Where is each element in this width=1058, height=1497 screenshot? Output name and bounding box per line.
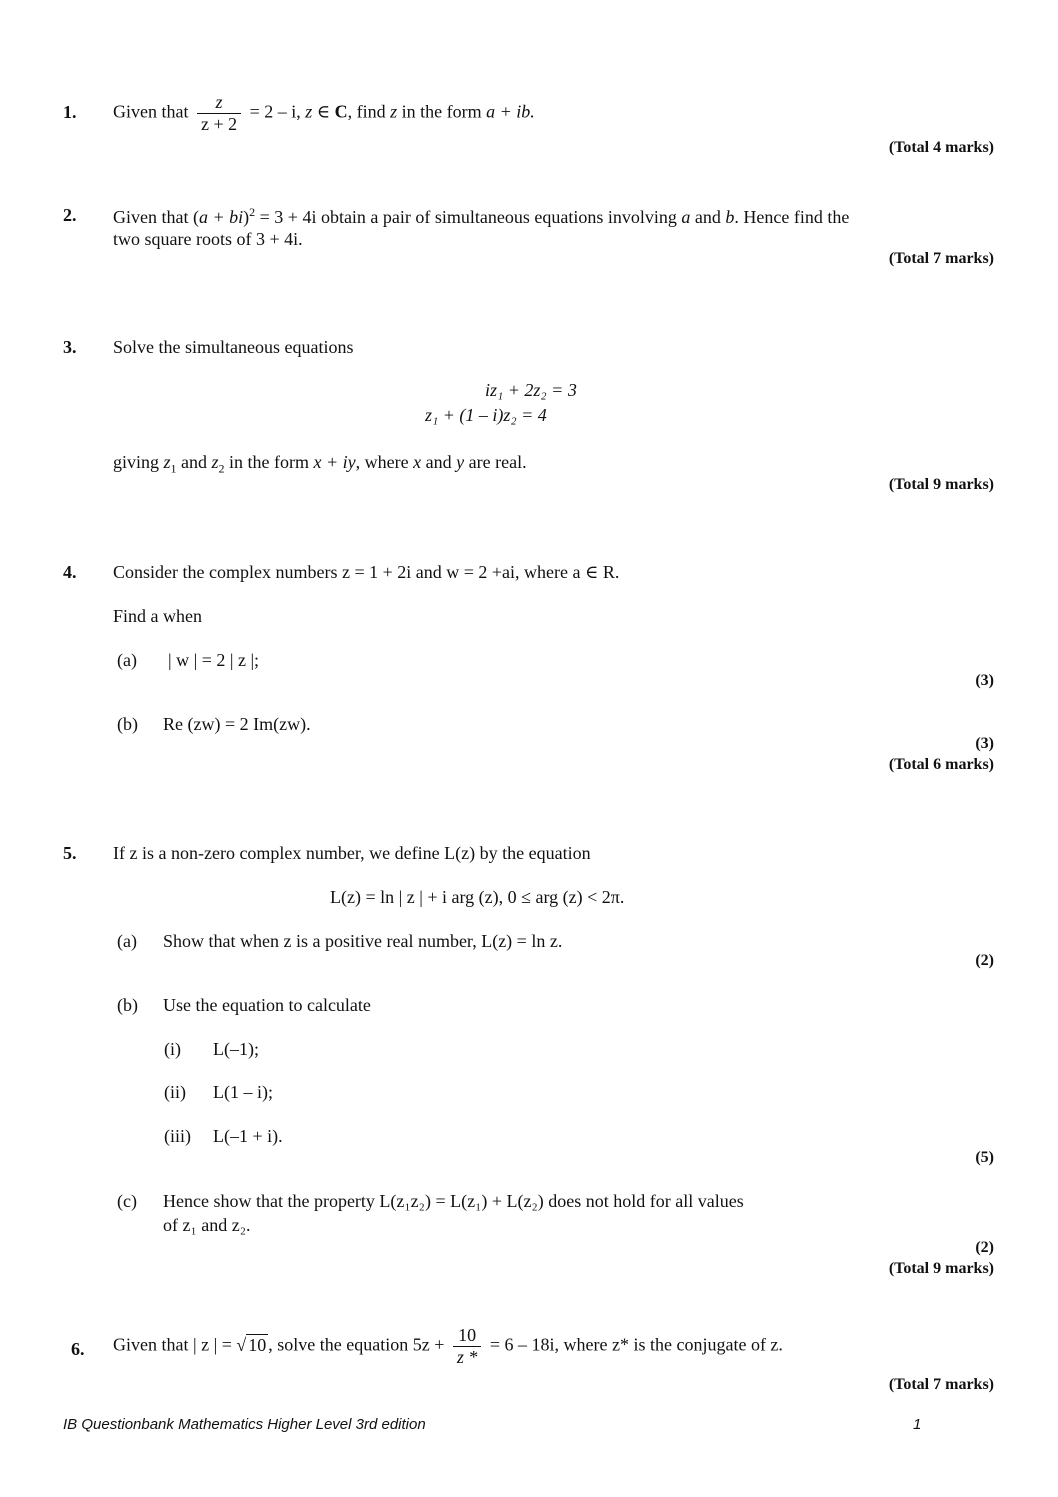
- question-2-line1: [113, 205, 849, 228]
- question-6-number: 6.: [71, 1339, 85, 1359]
- question-4b-label: (b): [117, 714, 138, 734]
- question-3-intro: Solve the simultaneous equations: [113, 337, 354, 357]
- question-6-marks: (Total 7 marks): [888, 1376, 994, 1393]
- q2-l1c: = 3 + 4i obtain a pair of simultaneous equations involving: [255, 207, 682, 227]
- question-5biii-text: L(–1 + i).: [213, 1126, 283, 1146]
- question-5-number: 5.: [63, 843, 77, 863]
- question-4b-marks: (3): [975, 735, 994, 752]
- question-4a-marks: (3): [975, 672, 994, 689]
- q1-frac-num: z: [215, 92, 223, 112]
- q2-sup: 2: [249, 205, 256, 219]
- question-5c-marks: (2): [975, 1239, 994, 1256]
- question-5-marks: (Total 9 marks): [888, 1260, 994, 1277]
- question-4-marks: (Total 6 marks): [888, 756, 994, 773]
- q6-fraction: [453, 1325, 482, 1368]
- q2-l1a: Given that (: [113, 207, 199, 227]
- q6-frac-den: z *: [453, 1346, 482, 1368]
- q2-l1d: . Hence find the: [734, 207, 850, 227]
- q6-frac-num: 10: [458, 1325, 477, 1345]
- q6-abs: | z |: [192, 1334, 218, 1355]
- question-3-outro: [113, 452, 527, 477]
- q1-elem: ∈: [316, 101, 331, 122]
- question-5bi-text: L(–1);: [213, 1039, 259, 1059]
- question-5a-text: Show that when z is a positive real number, L(z) = ln z.: [163, 931, 563, 951]
- question-5bii-label: (ii): [164, 1082, 186, 1102]
- q3-y: y: [456, 452, 465, 472]
- question-5b-marks: (5): [975, 1149, 994, 1166]
- question-2-marks: (Total 7 marks): [888, 250, 994, 267]
- question-5biii-label: (iii): [164, 1126, 191, 1146]
- q2-l1b: ): [243, 207, 250, 227]
- question-5bi-label: (i): [164, 1039, 181, 1059]
- q1-rest2: , find: [347, 101, 386, 122]
- question-6-text: [113, 1325, 783, 1368]
- question-4-intro: Consider the complex numbers z = 1 + 2i and w = 2 +ai, where a ∈ R.: [113, 562, 620, 582]
- question-3-eq1: iz₁ + 2z₂ = 3: [485, 380, 577, 400]
- q1-rest1: = 2 – i,: [249, 101, 301, 122]
- question-5c-line2: of z₁ and z₂.: [163, 1215, 251, 1235]
- footer-page-number: 1: [913, 1416, 922, 1433]
- q3-sub2: 2: [218, 461, 225, 476]
- q1-z2: z: [390, 101, 398, 122]
- q3-oc: , where: [355, 452, 414, 472]
- q3-form: x + iy: [313, 452, 356, 472]
- question-5b-text: Use the equation to calculate: [163, 995, 371, 1015]
- question-5c-line1: Hence show that the property L(z₁z₂) = L(z₁) + L(z₂) does not hold for all values: [163, 1191, 744, 1211]
- q2-and: and: [690, 207, 726, 227]
- question-5a-label: (a): [117, 931, 137, 951]
- q1-z: z: [305, 101, 313, 122]
- question-3-number: 3.: [63, 337, 77, 357]
- question-1-number: 1.: [63, 102, 77, 122]
- question-4a-label: (a): [117, 650, 137, 670]
- q6-prefix: Given that: [113, 1334, 189, 1355]
- q3-and2: and: [421, 452, 457, 472]
- question-5c-label: (c): [117, 1191, 137, 1211]
- q1-frac-den: z + 2: [197, 113, 241, 135]
- question-5-intro: If z is a non-zero complex number, we define L(z) by the equation: [113, 843, 591, 863]
- question-1-marks: (Total 4 marks): [888, 139, 994, 156]
- q2-var: a + bi: [198, 207, 244, 227]
- q6-sqrt-sym: √: [236, 1334, 247, 1355]
- question-5-definition: L(z) = ln | z | + i arg (z), 0 ≤ arg (z) < 2π.: [330, 887, 625, 907]
- q3-x: x: [413, 452, 422, 472]
- q1-fraction: [197, 92, 241, 135]
- question-4-number: 4.: [63, 562, 77, 582]
- q6-mid: , solve the equation 5z +: [268, 1334, 445, 1355]
- question-3-eq2: z₁ + (1 – i)z₂ = 4: [425, 405, 547, 425]
- q6-sqrt: [236, 1335, 268, 1356]
- q6-eq: =: [221, 1334, 232, 1355]
- question-4b-text: Re (zw) = 2 Im(zw).: [163, 714, 311, 734]
- q3-sub1: 1: [170, 461, 177, 476]
- q3-od: are real.: [464, 452, 527, 472]
- q6-radicand: 10: [248, 1334, 267, 1355]
- question-1-text: [113, 92, 535, 135]
- question-5b-label: (b): [117, 995, 138, 1015]
- question-4a-text: | w | = 2 | z |;: [168, 650, 260, 670]
- q3-z2: z: [211, 452, 219, 472]
- q6-rest: = 6 – 18i, where z* is the conjugate of z.: [489, 1334, 783, 1355]
- q3-ob: in the form: [224, 452, 314, 472]
- q1-form: a + ib.: [486, 101, 535, 122]
- question-2-number: 2.: [63, 205, 77, 225]
- footer-title: IB Questionbank Mathematics Higher Level 3rd edition: [63, 1416, 426, 1433]
- question-2-line2: two square roots of 3 + 4i.: [113, 229, 303, 249]
- q1-rest3: in the form: [401, 101, 482, 122]
- q3-and: and: [176, 452, 212, 472]
- q1-set: C: [334, 101, 348, 122]
- q2-a: a: [681, 207, 691, 227]
- q3-oa: giving: [113, 452, 164, 472]
- question-3-marks: (Total 9 marks): [888, 476, 994, 493]
- q2-b: b: [725, 207, 735, 227]
- q1-prefix: Given that: [113, 101, 189, 122]
- question-5a-marks: (2): [975, 952, 994, 969]
- question-4-find: Find a when: [113, 606, 202, 626]
- question-5bii-text: L(1 – i);: [213, 1082, 273, 1102]
- q3-z1: z: [163, 452, 171, 472]
